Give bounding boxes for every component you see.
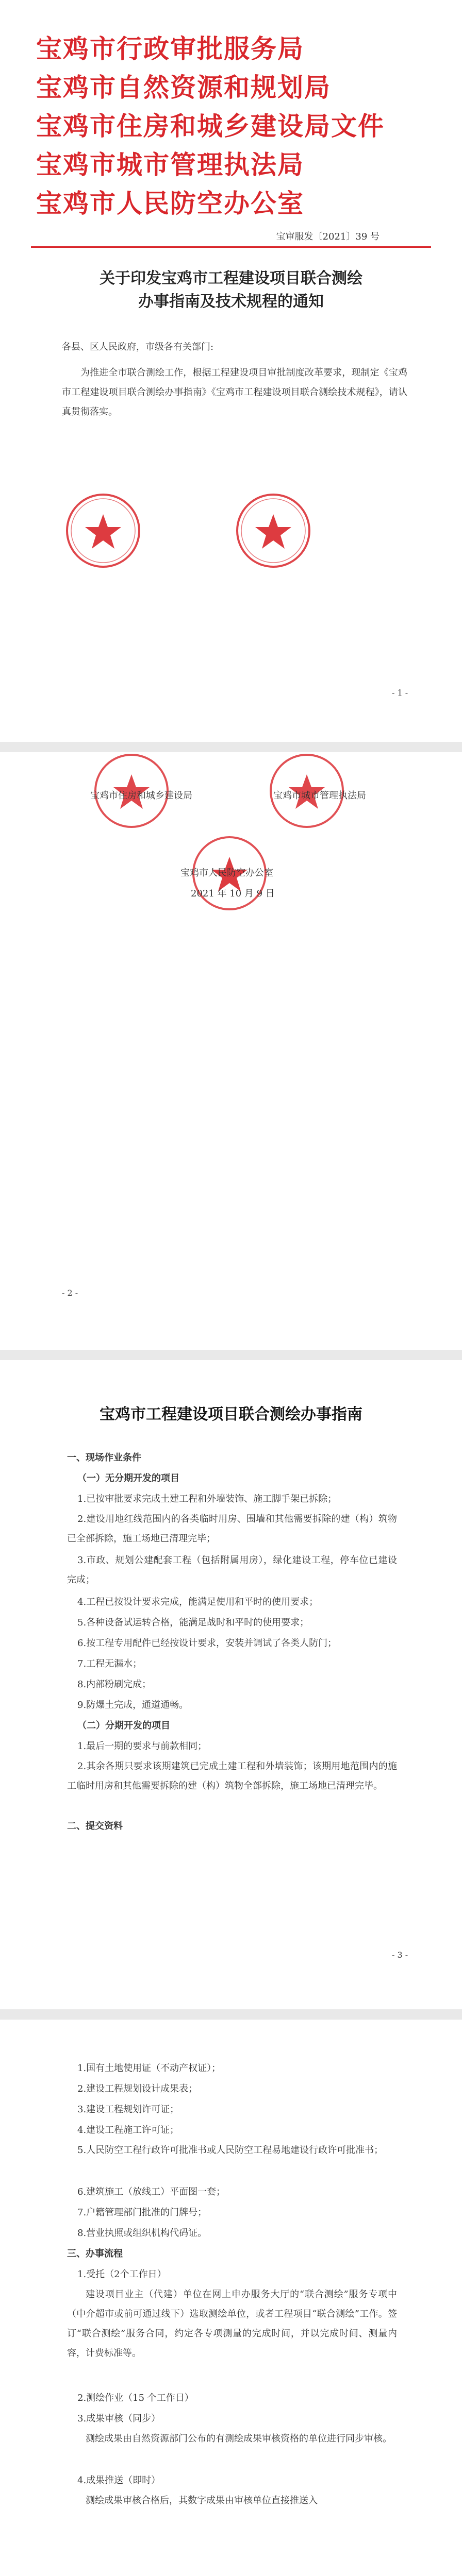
page-gap (0, 742, 462, 752)
subsection-heading: （一）无分期开发的项目 (77, 1473, 179, 1484)
notice-body: 为推进全市联合测绘工作，根据工程建设项目审批制度改革要求，现制定《宝鸡市工程建设项目联合测绘办事指南》《宝鸡市工程建设项目联合测绘技术规程》，请认真贯彻落实。 (62, 367, 407, 417)
red-divider (31, 246, 431, 248)
section-heading: 二、提交资料 (67, 1821, 123, 1832)
page-3 (0, 1360, 462, 2009)
material-item: 3.建设工程规划许可证； (77, 2104, 179, 2115)
process-step: 3.成果审核（同步） (77, 2413, 161, 2424)
page-1 (0, 0, 462, 742)
process-step: 4.成果推送（即时） (77, 2475, 161, 2486)
process-step: 1.受托（2个工作日） (77, 2269, 167, 2280)
notice-title-line1: 关于印发宝鸡市工程建设项目联合测绘 (100, 269, 362, 287)
phase-item: 2.其余各期只要求该期建筑已完成土建工程和外墙装饰；该期用地范围内的施工临时用房和其他需要拆除的建（构）筑物全部拆除，施工场地已清理完毕。 (67, 1761, 397, 1791)
signature-city-management-bureau: 宝鸡市城市管理执法局 (273, 790, 366, 801)
official-seal-stamp-right (235, 492, 312, 569)
agency-name-1: 宝鸡市行政审批服务局 (36, 33, 304, 64)
section-heading: 一、现场作业条件 (67, 1452, 141, 1463)
material-item: 2.建设工程规划设计成果表； (77, 2083, 198, 2094)
process-step-detail: 测绘成果审核合格后，其数字成果由审核单位直接推送入 (86, 2495, 318, 2506)
process-step-detail: 建设项目业主（代建）单位在网上申办服务大厅的“联合测绘”服务专项中（中介超市或前可通过线下）选取测绘单位，或者工程项目“联合测绘”工作。签订“联合测绘”服务合同，约定各专项测量的完成时间，并以完成时间、测量内容，计费标准等。 (67, 2289, 397, 2359)
page-4 (0, 2020, 462, 2576)
condition-item: 3.市政、规划公建配套工程（包括附属用房），绿化建设工程，停车位已建设完成； (67, 1555, 397, 1585)
condition-item: 2.建设用地红线范围内的各类临时用房、围墙和其他需要拆除的建（构）筑物已全部拆除，施工场地已清理完毕； (67, 1514, 397, 1544)
agency-name-3: 宝鸡市住房和城乡建设局文件 (36, 111, 385, 141)
condition-item: 8.内部粉刷完成； (77, 1679, 152, 1690)
condition-item: 5.各种设备试运转合格，能满足战时和平时的使用要求； (77, 1617, 309, 1628)
page-number-3: - 3 - (392, 1950, 408, 1960)
condition-item: 6.按工程专用配件已经按设计要求，安装并调试了各类人防门； (77, 1638, 337, 1649)
process-step: 2.测绘作业（15 个工作日） (77, 2393, 194, 2403)
material-item: 6.建筑施工（放线工）平面图一套； (77, 2187, 226, 2197)
page-number-2: - 2 - (62, 1288, 78, 1298)
agency-name-5: 宝鸡市人民防空办公室 (36, 188, 304, 218)
phase-item: 1.最后一期的要求与前款相同； (77, 1741, 207, 1752)
condition-item: 4.工程已按设计要求完成，能满足使用和平时的使用要求； (77, 1597, 319, 1607)
signature-civil-defense-office: 宝鸡市人民防空办公室 (180, 868, 273, 878)
salutation: 各县、区人民政府，市级各有关部门: (62, 342, 214, 352)
document-number: 宝审服发〔2021〕39 号 (276, 231, 380, 242)
page-2 (0, 752, 462, 1350)
condition-item: 9.防爆土完成，通道通畅。 (77, 1700, 189, 1710)
agency-name-4: 宝鸡市城市管理执法局 (36, 149, 304, 180)
page-number-1: - 1 - (392, 688, 408, 698)
section-heading: 三、办事流程 (67, 2248, 123, 2259)
condition-item: 1.已按审批要求完成土建工程和外墙装饰、施工脚手架已拆除； (77, 1494, 337, 1504)
material-item: 5.人民防空工程行政许可批准书或人民防空工程易地建设行政许可批准书； (77, 2145, 384, 2156)
issue-date: 2021 年 10 月 9 日 (191, 888, 275, 899)
material-item: 8.营业执照或组织机构代码证。 (77, 2228, 207, 2239)
material-item: 7.户籍管理部门批准的门牌号； (77, 2207, 207, 2218)
material-item: 4.建设工程施工许可证； (77, 2125, 179, 2136)
page-gap (0, 2009, 462, 2020)
signature-city-housing-bureau: 宝鸡市住房和城乡建设局 (90, 790, 192, 801)
page-gap (0, 1350, 462, 1360)
subsection-heading: （二）分期开发的项目 (77, 1720, 170, 1731)
official-seal-stamp-left (64, 492, 142, 569)
guide-title: 宝鸡市工程建设项目联合测绘办事指南 (100, 1405, 362, 1423)
agency-name-2: 宝鸡市自然资源和规划局 (36, 72, 331, 103)
process-step-detail: 测绘成果由自然资源部门公布的有测绘成果审核资格的单位进行同步审核。 (86, 2433, 392, 2444)
condition-item: 7.工程无漏水； (77, 1658, 142, 1669)
notice-title-line2: 办事指南及技术规程的通知 (138, 293, 324, 311)
material-item: 1.国有土地使用证（不动产权证）； (77, 2063, 221, 2074)
